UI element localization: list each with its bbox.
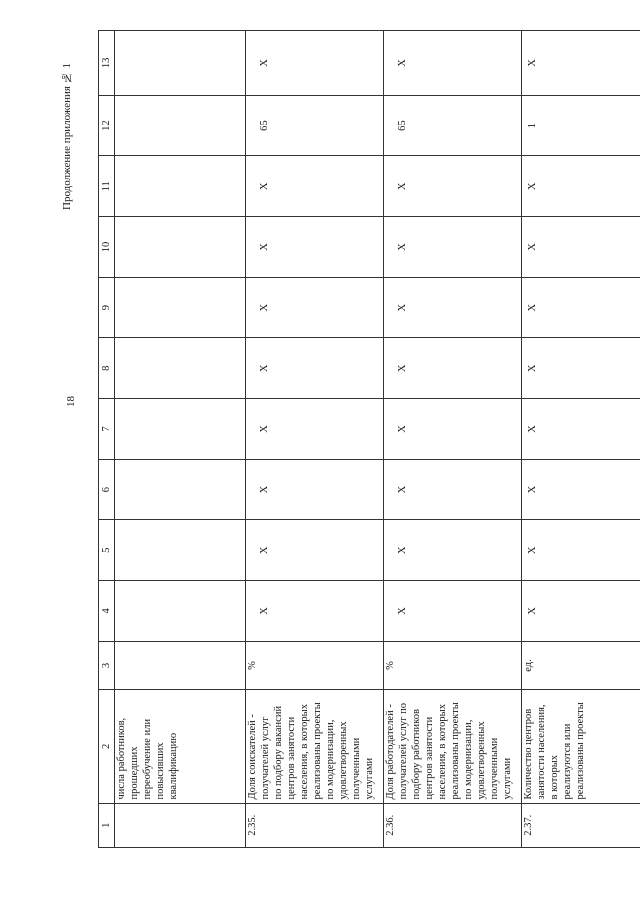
- desc-line: реализуются или: [562, 723, 573, 800]
- value-text: X: [527, 546, 538, 555]
- desc-line: по модернизации,: [463, 719, 474, 800]
- table-row: [522, 31, 640, 848]
- desc-line: полученными: [351, 737, 362, 800]
- desc-line: числа работников,: [116, 717, 127, 800]
- value-text: X: [259, 425, 270, 433]
- value-cell: [384, 399, 522, 460]
- value-cell: [384, 581, 522, 642]
- col-header: 2: [99, 690, 115, 803]
- continuation-text: Продолжение приложения № 1: [61, 63, 73, 210]
- row-unit: %: [246, 641, 384, 690]
- value-text: X: [259, 607, 270, 615]
- desc-line: услугами: [364, 757, 375, 800]
- value-text: 65: [397, 120, 408, 131]
- value-text: X: [259, 364, 270, 373]
- value-cell: [384, 459, 522, 520]
- desc-line: в которых: [549, 754, 560, 800]
- desc-line: повысивших: [155, 742, 166, 800]
- row-unit: [115, 641, 246, 690]
- desc-line: центров занятости: [286, 716, 297, 800]
- desc-line: населения, в которых: [437, 704, 448, 800]
- col-header: 7: [99, 399, 115, 460]
- col-header: 6: [99, 459, 115, 520]
- value-cell: [246, 520, 384, 581]
- row-unit: %: [384, 641, 522, 690]
- value-text: X: [527, 303, 538, 312]
- row-description: [246, 690, 384, 803]
- value-text: X: [259, 485, 270, 494]
- value-cell: [384, 277, 522, 338]
- rotated-table-container: [98, 30, 586, 848]
- value-cell: [522, 156, 640, 217]
- value-cell: [384, 156, 522, 217]
- value-text: X: [527, 59, 538, 67]
- value-text: X: [397, 303, 408, 312]
- page-number-text: 18: [65, 396, 77, 407]
- value-cell: [246, 95, 384, 156]
- value-cell: [384, 338, 522, 399]
- value-text: 65: [259, 120, 270, 131]
- desc-line: прошедших: [129, 746, 140, 800]
- table-row: [384, 31, 522, 848]
- value-text: X: [527, 607, 538, 615]
- value-cell: [115, 399, 246, 460]
- value-cell: [115, 217, 246, 278]
- value-cell: [115, 520, 246, 581]
- col-header: 13: [99, 31, 115, 96]
- table-area: [98, 30, 586, 848]
- col-header: 4: [99, 581, 115, 642]
- value-cell: [384, 217, 522, 278]
- table-row: [115, 31, 246, 848]
- value-text: X: [527, 182, 538, 191]
- desc-line: удовлетворенных: [338, 721, 349, 800]
- value-cell: [246, 277, 384, 338]
- value-cell: [115, 581, 246, 642]
- desc-line: квалификацию: [168, 732, 179, 800]
- desc-line: реализованы проекты: [312, 702, 323, 800]
- value-cell: [246, 459, 384, 520]
- value-cell: [246, 31, 384, 96]
- value-cell: [246, 217, 384, 278]
- desc-line: центров занятости: [424, 716, 435, 800]
- col-header: 3: [99, 641, 115, 690]
- desc-line: удовлетворенных: [476, 721, 487, 800]
- desc-line: Количество центров: [523, 708, 534, 800]
- value-text: X: [259, 182, 270, 191]
- value-text: X: [397, 485, 408, 494]
- value-text: X: [397, 425, 408, 433]
- value-text: X: [259, 243, 270, 251]
- row-description: [522, 690, 640, 803]
- desc-line: Доля работодателей -: [385, 704, 396, 800]
- value-text: X: [527, 364, 538, 373]
- desc-line: занятости населения,: [536, 704, 547, 800]
- desc-line: подбору работников: [411, 709, 422, 800]
- desc-line: реализованы проекты: [575, 702, 586, 800]
- value-cell: [522, 95, 640, 156]
- value-text: X: [397, 546, 408, 555]
- value-cell: [246, 399, 384, 460]
- value-cell: [522, 338, 640, 399]
- value-cell: [115, 31, 246, 96]
- value-cell: [522, 277, 640, 338]
- value-text: X: [397, 364, 408, 373]
- col-header: 11: [99, 156, 115, 217]
- value-cell: [115, 156, 246, 217]
- value-cell: [246, 338, 384, 399]
- table-row: [246, 31, 384, 848]
- value-text: X: [527, 485, 538, 494]
- value-text: X: [397, 59, 408, 67]
- row-number: 2.36.: [384, 803, 522, 847]
- col-header: 10: [99, 217, 115, 278]
- value-cell: [522, 581, 640, 642]
- value-text: X: [397, 243, 408, 251]
- value-cell: [115, 338, 246, 399]
- page-number: [64, 396, 79, 407]
- value-cell: [246, 581, 384, 642]
- value-cell: [522, 459, 640, 520]
- desc-line: получателей услуг: [260, 716, 271, 800]
- col-header: 8: [99, 338, 115, 399]
- col-header: 1: [99, 803, 115, 847]
- value-cell: [115, 95, 246, 156]
- value-text: X: [259, 546, 270, 555]
- col-header: 9: [99, 277, 115, 338]
- desc-line: по модернизации,: [325, 719, 336, 800]
- desc-line: полученными: [489, 737, 500, 800]
- row-number: 2.37.: [522, 803, 640, 847]
- col-header: 5: [99, 520, 115, 581]
- desc-line: реализованы проекты: [450, 702, 461, 800]
- page-continuation-note: [58, 63, 73, 210]
- value-cell: [115, 459, 246, 520]
- value-text: X: [397, 182, 408, 191]
- indicator-table: [98, 30, 640, 848]
- column-number-row: [99, 31, 115, 848]
- row-number: 2.35.: [246, 803, 384, 847]
- value-cell: [384, 95, 522, 156]
- row-unit: ед.: [522, 641, 640, 690]
- value-text: X: [259, 303, 270, 312]
- row-description: [115, 690, 246, 803]
- value-cell: [384, 520, 522, 581]
- col-header: 12: [99, 95, 115, 156]
- value-text: 1: [527, 123, 538, 129]
- desc-line: по подбору вакансий: [273, 705, 284, 800]
- value-cell: [246, 156, 384, 217]
- value-text: X: [397, 607, 408, 615]
- row-description: [384, 690, 522, 803]
- value-cell: [522, 31, 640, 96]
- row-number: [115, 803, 246, 847]
- desc-line: получателей услуг по: [398, 703, 409, 800]
- desc-line: Доля соискателей -: [247, 714, 258, 800]
- value-text: X: [259, 59, 270, 67]
- value-cell: [115, 277, 246, 338]
- desc-line: переобучение или: [142, 718, 153, 800]
- value-cell: [522, 399, 640, 460]
- value-cell: [522, 520, 640, 581]
- value-cell: [384, 31, 522, 96]
- value-cell: [522, 217, 640, 278]
- value-text: X: [527, 425, 538, 433]
- desc-line: населения, в которых: [299, 704, 310, 800]
- value-text: X: [527, 243, 538, 251]
- desc-line: услугами: [502, 757, 513, 800]
